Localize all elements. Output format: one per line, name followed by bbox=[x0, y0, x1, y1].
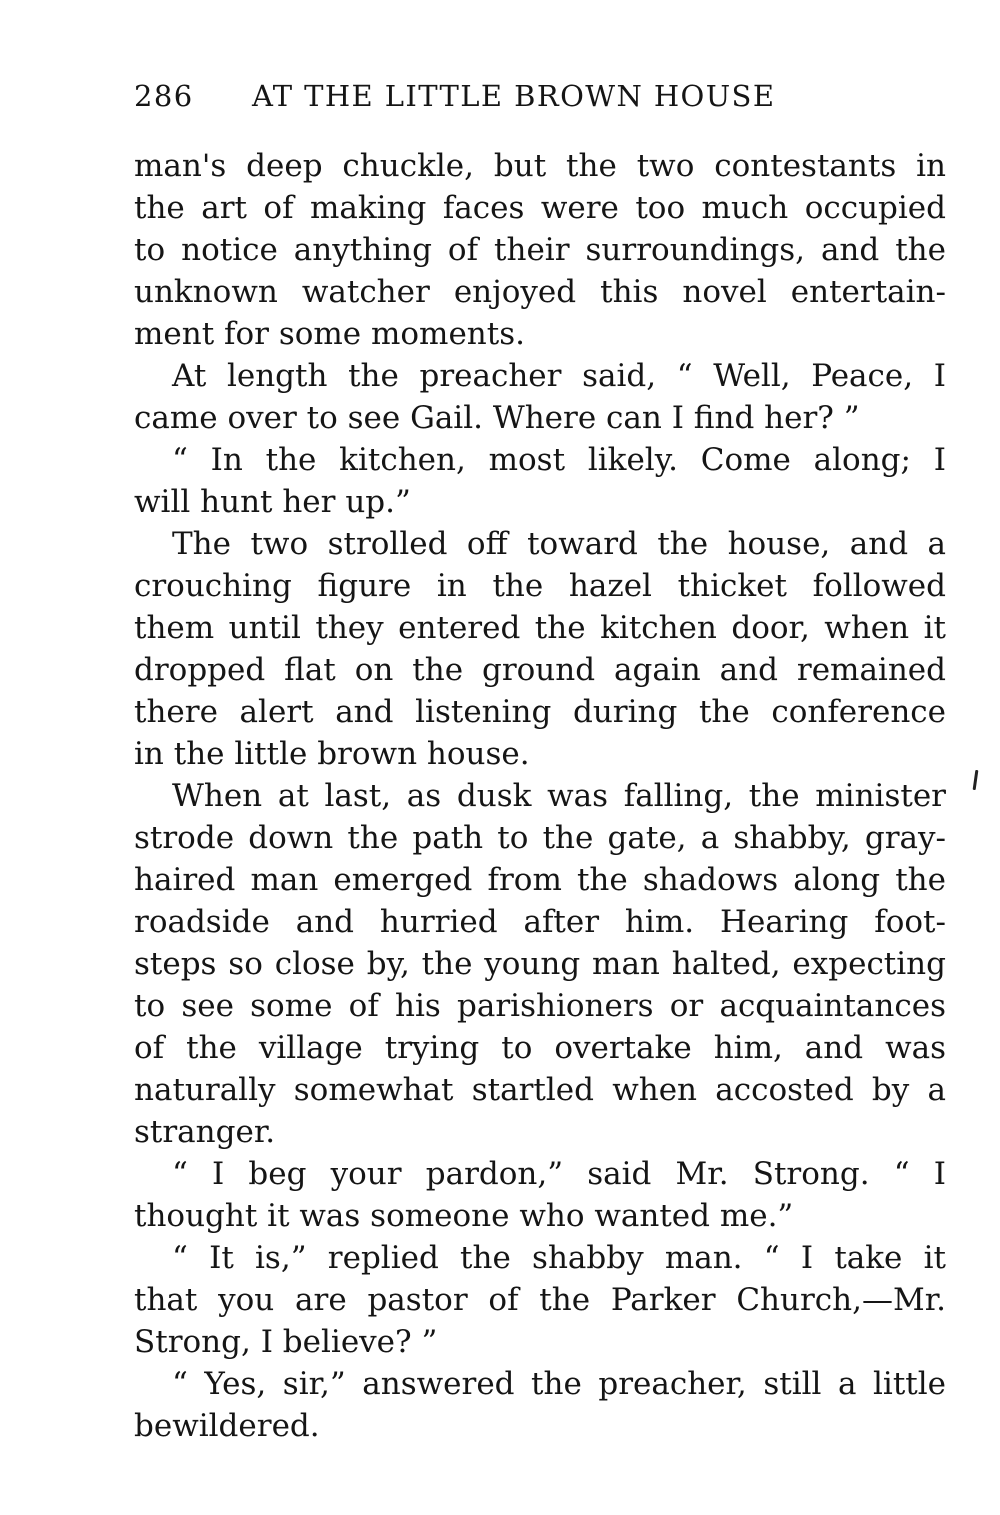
text-line: haired man emerged from the shadows along the bbox=[134, 862, 946, 898]
text-line: thought it was someone who wanted me.” bbox=[134, 1198, 794, 1234]
page-number: 286 bbox=[134, 79, 194, 113]
text-line: “ It is,” replied the shabby man. “ I take it bbox=[172, 1240, 946, 1276]
text-line: to see some of his parishioners or acquaintances bbox=[134, 988, 946, 1024]
print-speck bbox=[973, 770, 979, 790]
text-line: At length the preacher said, “ Well, Peace, I bbox=[172, 358, 946, 394]
text-line: stranger. bbox=[134, 1114, 276, 1150]
text-line: of the village trying to overtake him, and was bbox=[134, 1030, 946, 1066]
text-line: them until they entered the kitchen door, when it bbox=[134, 610, 946, 646]
text-line: Strong, I believe? ” bbox=[134, 1324, 438, 1360]
text-line: came over to see Gail. Where can I find her? ” bbox=[134, 400, 860, 436]
text-line: to notice anything of their surroundings, and the bbox=[134, 232, 946, 268]
text-line: in the little brown house. bbox=[134, 736, 530, 772]
running-title: AT THE LITTLE BROWN HOUSE bbox=[252, 79, 776, 113]
text-line: roadside and hurried after him. Hearing foot- bbox=[134, 904, 946, 940]
body-text bbox=[134, 145, 946, 1447]
text-line: “ I beg your pardon,” said Mr. Strong. “ I bbox=[172, 1156, 946, 1192]
text-line: naturally somewhat startled when accosted by a bbox=[134, 1072, 946, 1108]
text-line: dropped flat on the ground again and remained bbox=[134, 652, 946, 688]
text-line: “ Yes, sir,” answered the preacher, still a little bbox=[172, 1366, 946, 1402]
text-line: strode down the path to the gate, a shabby, gray- bbox=[134, 820, 946, 856]
text-line: man's deep chuckle, but the two contestants in bbox=[134, 148, 946, 184]
text-line: unknown watcher enjoyed this novel entertain- bbox=[134, 274, 946, 310]
text-line: that you are pastor of the Parker Church,—Mr. bbox=[134, 1282, 946, 1318]
running-head bbox=[134, 76, 946, 116]
text-line: there alert and listening during the conference bbox=[134, 694, 946, 730]
text-line: the art of making faces were too much occupied bbox=[134, 190, 946, 226]
text-line: will hunt her up.” bbox=[134, 484, 411, 520]
text-line: When at last, as dusk was falling, the minister bbox=[172, 778, 946, 814]
text-line: steps so close by, the young man halted, expecting bbox=[134, 946, 946, 982]
text-line: “ In the kitchen, most likely. Come along; I bbox=[172, 442, 946, 478]
text-line: bewildered. bbox=[134, 1408, 320, 1444]
text-line: ment for some moments. bbox=[134, 316, 525, 352]
text-line: The two strolled off toward the house, and a bbox=[172, 526, 946, 562]
text-line: crouching figure in the hazel thicket followed bbox=[134, 568, 946, 604]
